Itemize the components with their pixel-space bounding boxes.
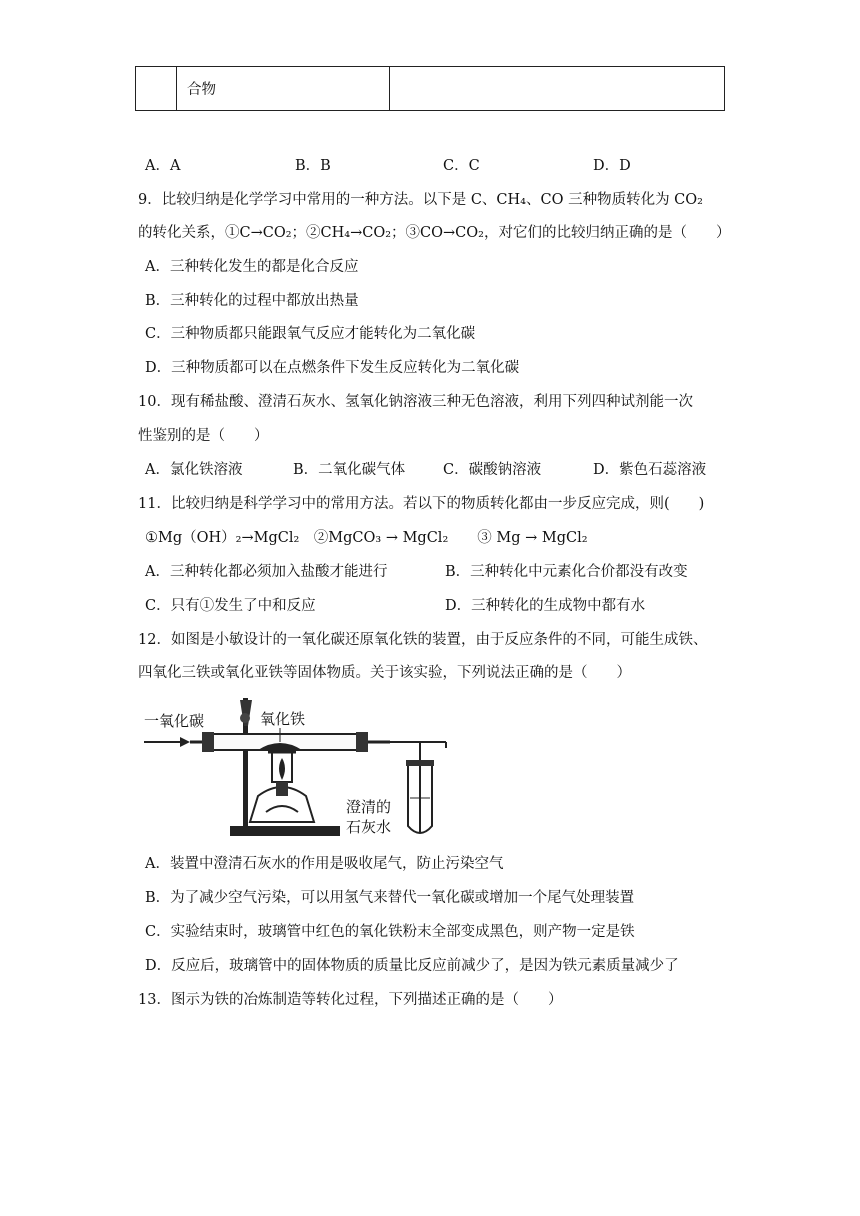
q8-options [145, 154, 745, 174]
q10-options [145, 458, 745, 478]
table-cell-empty [136, 67, 177, 111]
q8-option-d: D．D [593, 158, 631, 174]
q9-stem-line2: 的转化关系，①C→CO₂；②CH₄→CO₂；③CO→CO₂，对它们的比较归纳正确的是（ ） [138, 225, 731, 241]
label-limewater-2: 石灰水 [346, 818, 392, 836]
q11-option-c: C．只有①发生了中和反应 [145, 598, 316, 614]
q11-option-b: B．三种转化中元素化合价都没有改变 [445, 564, 688, 580]
table-cell-empty [390, 67, 725, 111]
previous-question-table [135, 66, 725, 111]
q10-option-d: D．紫色石蕊溶液 [593, 462, 707, 478]
q10-option-a: A．氯化铁溶液 [145, 462, 243, 478]
q9-stem-line1: 9．比较归纳是化学学习中常用的一种方法。以下是 C、CH₄、CO 三种物质转化为 CO₂ [138, 192, 703, 208]
label-iron-oxide: 氧化铁 [260, 710, 306, 728]
q10-stem-line2: 性鉴别的是（ ） [138, 428, 269, 444]
q12-stem-line1: 12．如图是小敏设计的一氧化碳还原氧化铁的装置，由于反应条件的不同，可能生成铁、 [138, 632, 708, 648]
q12-option-b: B．为了减少空气污染，可以用氢气来替代一氧化碳或增加一个尾气处理装置 [145, 890, 635, 906]
q12-option-d: D．反应后，玻璃管中的固体物质的质量比反应前减少了，是因为铁元素质量减少了 [145, 958, 679, 974]
q12-option-c: C．实验结束时，玻璃管中红色的氧化铁粉末全部变成黑色，则产物一定是铁 [145, 924, 635, 940]
q10-option-b: B．二氧化碳气体 [293, 462, 406, 478]
q9-option-c: C．三种物质都只能跟氧气反应才能转化为二氧化碳 [145, 326, 476, 342]
q11-reactions: ①Mg（OH）₂→MgCl₂ ②MgCO₃ → MgCl₂ ③ Mg → MgCl₂ [145, 530, 588, 546]
q12-stem-line2: 四氧化三铁或氧化亚铁等固体物质。关于该实验，下列说法正确的是（ ） [138, 665, 631, 681]
q8-option-a: A．A [145, 158, 181, 174]
table-cell: 合物 [177, 67, 390, 111]
label-carbon-monoxide: 一氧化碳 [144, 712, 205, 730]
q13-stem-line1: 13．图示为铁的冶炼制造等转化过程，下列描述正确的是（ ） [138, 992, 563, 1008]
q10-stem-line1: 10．现有稀盐酸、澄清石灰水、氢氧化钠溶液三种无色溶液，利用下列四种试剂能一次 [138, 394, 693, 410]
label-limewater-1: 澄清的 [346, 798, 392, 816]
q11-stem-line1: 11．比较归纳是科学学习中的常用方法。若以下的物质转化都由一步反应完成，则( ) [138, 496, 705, 512]
q11-option-d: D．三种转化的生成物中都有水 [445, 598, 646, 614]
q8-option-c: C．C [443, 158, 480, 174]
q9-option-a: A．三种转化发生的都是化合反应 [145, 259, 359, 275]
co-reduction-apparatus-figure [140, 686, 460, 842]
q11-option-a: A．三种转化都必须加入盐酸才能进行 [145, 564, 388, 580]
q9-option-d: D．三种物质都可以在点燃条件下发生反应转化为二氧化碳 [145, 360, 520, 376]
q10-option-c: C．碳酸钠溶液 [443, 462, 542, 478]
q12-option-a: A．装置中澄清石灰水的作用是吸收尾气，防止污染空气 [145, 856, 504, 872]
q9-option-b: B．三种转化的过程中都放出热量 [145, 293, 359, 309]
q8-option-b: B．B [295, 158, 331, 174]
